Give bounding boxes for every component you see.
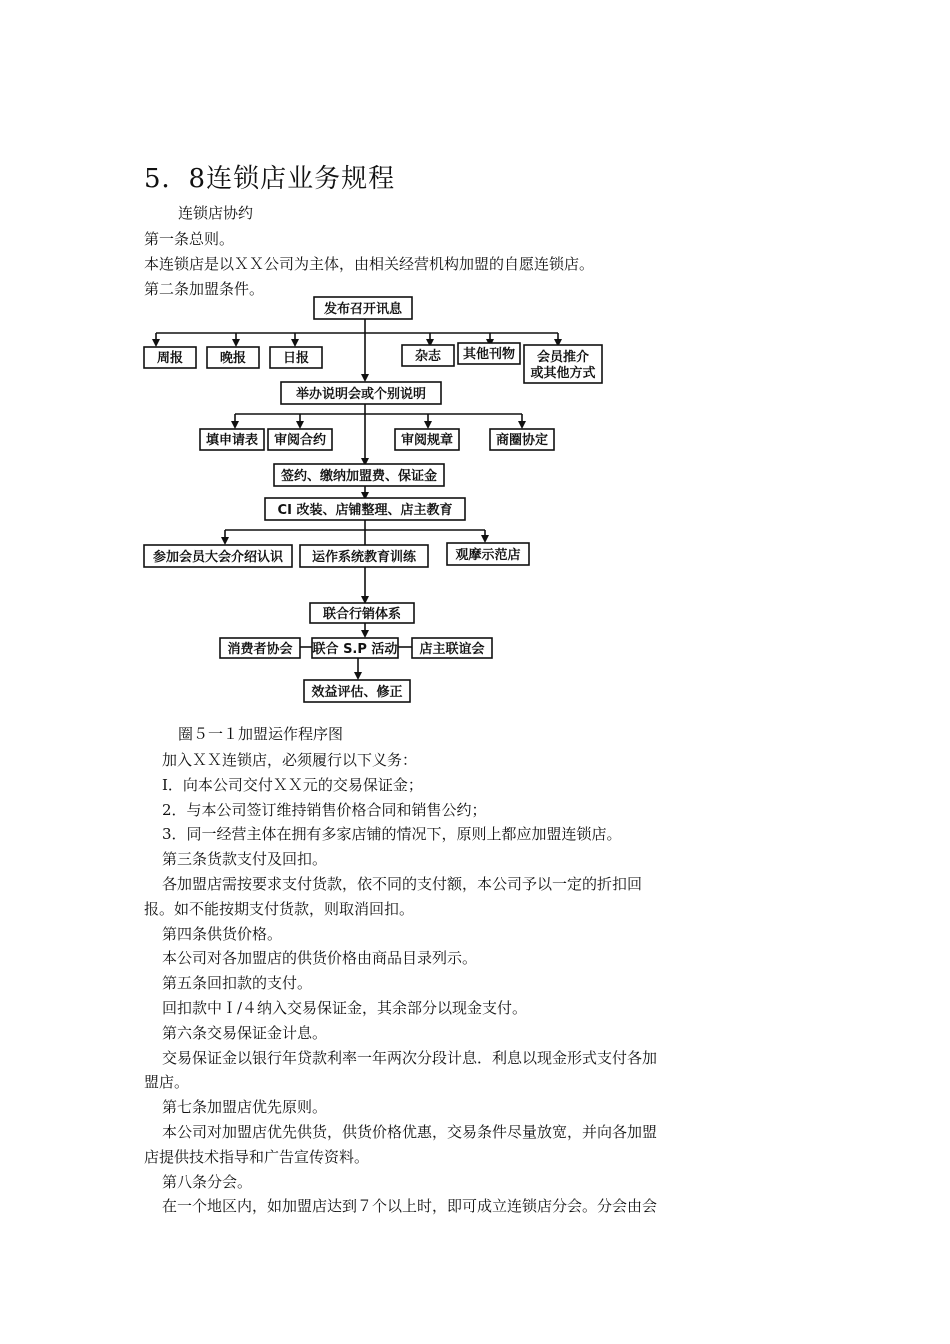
flow-node: 消费者协会	[227, 642, 293, 657]
flow-node: 其他刊物	[462, 347, 516, 362]
intro-line: 第一条总则。	[144, 230, 235, 248]
body-line: 本公司对各加盟店的供货价格由商品目录列示。	[162, 949, 478, 967]
body-line: 回扣款中Ｉ/４纳入交易保证金，其余部分以现金支付。	[162, 999, 528, 1017]
flow-node: 观摩示范店	[455, 548, 521, 563]
body-line: I．向本公司交付ＸＸ元的交易保证金；	[162, 776, 423, 794]
flow-node: 联合 S.P 活动	[312, 642, 398, 657]
body-line: 各加盟店需按要求支付货款，依不同的支付额，本公司予以一定的折扣回	[162, 875, 643, 893]
body-line: 在一个地区内，如加盟店达到７个以上时，即可成立连锁店分会。分会由会	[162, 1197, 658, 1215]
flow-node: 审阅规章	[400, 433, 454, 448]
body-line: 第三条货款支付及回扣。	[162, 850, 328, 868]
body-line: 第七条加盟店优先原则。	[162, 1098, 328, 1116]
flow-node: 审阅合约	[273, 433, 327, 448]
body-line: 加入ＸＸ连锁店，必须履行以下义务：	[162, 751, 418, 769]
flow-node: 会员推介	[536, 350, 590, 365]
flow-node: 发布召开讯息	[323, 302, 403, 317]
body-line: 第四条供货价格。	[162, 925, 283, 943]
intro-line: 本连锁店是以ＸＸ公司为主体，由相关经营机构加盟的自愿连锁店。	[144, 255, 595, 273]
flow-node: 商圈协定	[495, 433, 549, 448]
flow-node: 参加会员大会介绍认识	[152, 550, 284, 565]
flow-node: 签约、缴纳加盟费、保证金	[280, 469, 438, 484]
franchise-flowchart	[140, 292, 610, 712]
flow-node: 举办说明会或个别说明	[295, 387, 427, 402]
body-line: 3．同一经营主体在拥有多家店铺的情况下，原则上都应加盟连锁店。	[162, 825, 622, 843]
body-line: 第六条交易保证金计息。	[162, 1024, 328, 1042]
flow-node: 店主联谊会	[419, 642, 485, 657]
body-line: 2．与本公司签订维持销售价格合同和销售公约；	[162, 801, 487, 819]
flow-node: 填申请表	[205, 433, 259, 448]
body-line: 店提供技术指导和广告宣传资料。	[144, 1148, 370, 1166]
flow-node: 或其他方式	[530, 366, 596, 381]
subtitle: 连锁店协约	[178, 204, 254, 222]
body-line: 交易保证金以银行年贷款利率一年两次分段计息．利息以现金形式支付各加	[162, 1049, 658, 1067]
flow-node: 效益评估、修正	[311, 685, 403, 700]
page-title: 5．8连锁店业务规程	[144, 164, 396, 194]
body-line: 本公司对加盟店优先供货，供货价格优惠，交易条件尽量放宽，并向各加盟	[162, 1123, 658, 1141]
body-line: 盟店。	[144, 1073, 190, 1091]
flow-node: 日报	[282, 351, 310, 366]
flow-node: 联合行销体系	[322, 607, 402, 622]
figure-caption: 圈５一１加盟运作程序图	[178, 725, 344, 743]
flow-node: 杂志	[414, 349, 442, 364]
flow-node: 运作系统教育训练	[311, 550, 417, 565]
body-line: 第八条分会。	[162, 1173, 253, 1191]
flow-node: 晚报	[219, 351, 247, 366]
flow-node: 周报	[156, 351, 184, 366]
body-line: 报。如不能按期支付货款，则取消回扣。	[144, 900, 415, 918]
flow-node: CI 改装、店铺整理、店主教育	[277, 503, 453, 518]
intro-line: 第二条加盟条件。	[144, 280, 265, 298]
body-line: 第五条回扣款的支付。	[162, 974, 313, 992]
